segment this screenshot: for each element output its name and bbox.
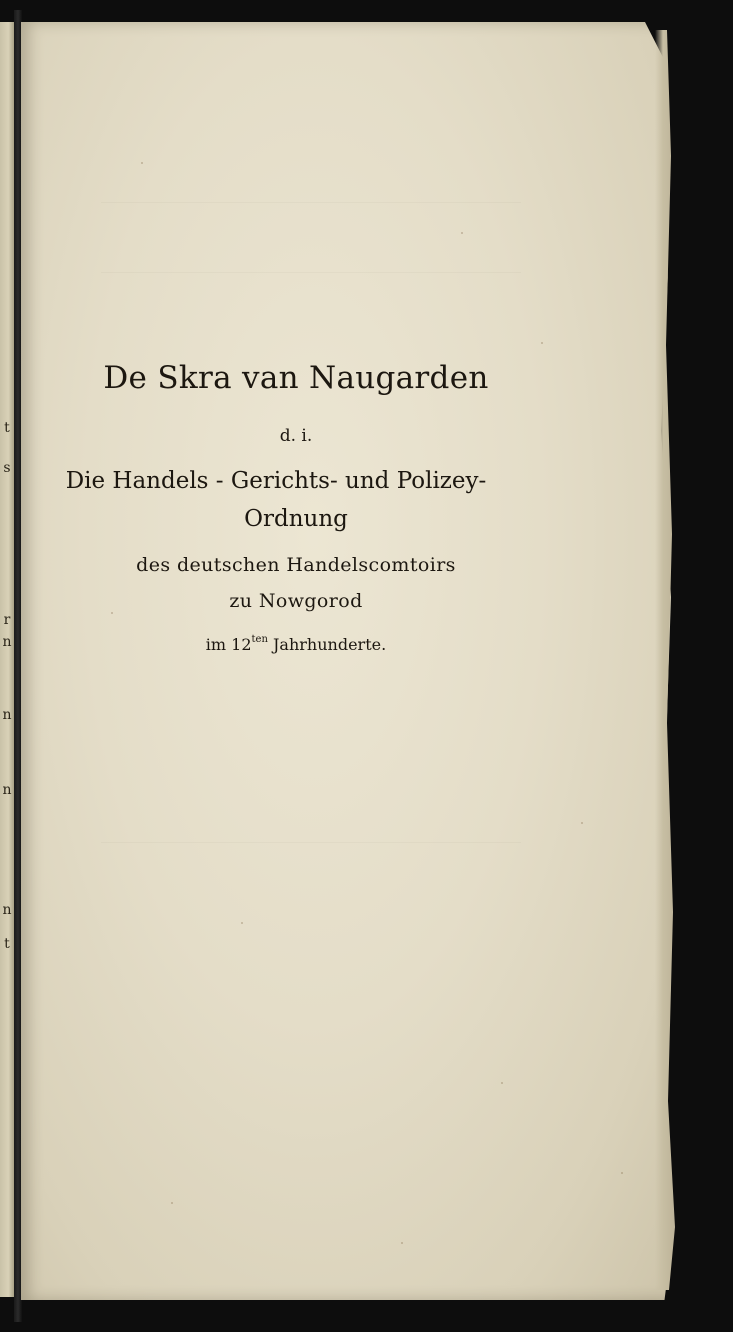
facing-page-letter: n bbox=[2, 634, 12, 650]
facing-page-edge bbox=[0, 22, 14, 1297]
organization-line: des deutschen Handelscomtoirs bbox=[136, 554, 456, 576]
century-prefix: im 12 bbox=[205, 635, 252, 654]
century-suffix: Jahrhunderte. bbox=[273, 635, 387, 654]
title-page bbox=[21, 22, 671, 1300]
facing-page-letter: r bbox=[3, 612, 11, 628]
facing-page-letter: n bbox=[2, 707, 12, 723]
location-line: zu Nowgorod bbox=[229, 590, 363, 612]
facing-page-letter: n bbox=[2, 902, 12, 918]
abbreviation-line: d. i. bbox=[279, 426, 313, 446]
subtitle-line-1: Die Handels - Gerichts- und Polizey- bbox=[65, 468, 487, 494]
facing-page-letter: t bbox=[4, 420, 10, 436]
century-superscript: ten bbox=[251, 634, 268, 645]
century-line bbox=[51, 634, 541, 654]
facing-page-letter: n bbox=[2, 782, 12, 798]
main-title: De Skra van Naugarden bbox=[103, 360, 489, 396]
book-gutter bbox=[14, 10, 22, 1322]
page-deckle-edge bbox=[655, 30, 675, 1290]
facing-page-letter: t bbox=[4, 936, 10, 952]
facing-page-letter: s bbox=[3, 460, 11, 476]
title-block bbox=[21, 360, 541, 654]
subtitle-line-2: Ordnung bbox=[244, 506, 348, 532]
